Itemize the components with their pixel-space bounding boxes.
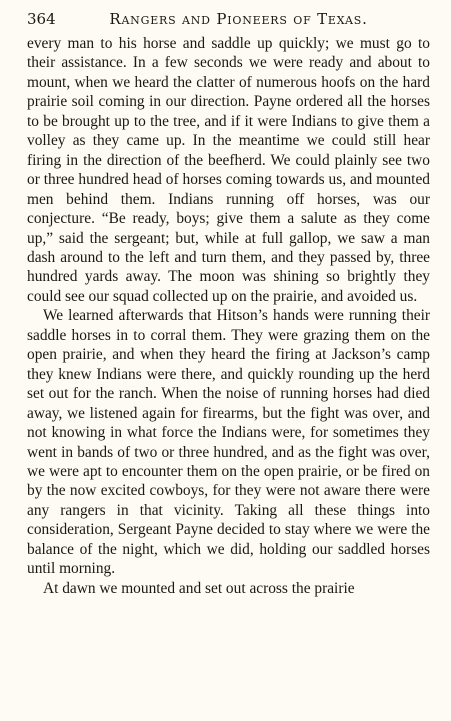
body-text <box>27 34 430 598</box>
paragraph-3: At dawn we mounted and set out across the prairie <box>43 579 355 597</box>
paragraph-1: every man to his horse and saddle up quickly; we must go to their assistance. In a few seconds we were ready and about to mount, when we heard the clatter of numerous hoofs on the hard prairie soil coming in our direction. Payne ordered all the horses to be brought up to the tree, and if it were Indians to give them a volley as they came up. In the meantime we could still hear firing in the direction of the beefherd. We could plainly see two or three hundred head of horses coming towards us, and mounted men behind them. Indians running off horses, was our conjecture. “Be ready, boys; give them a salute as they come up,” said the sergeant; but, while at full gallop, we saw a man dash around to the left and turn them, and they passed by, three hundred yards away. The moon was shining so brightly they could see our squad collected up on the prairie, and avoided us. <box>27 35 430 305</box>
paragraph-2: We learned afterwards that Hitson’s hands were running their saddle horses in to corral them. They were grazing them on the open prairie, and when they heard the firing at Jackson’s camp they knew Indians were there, and quickly rounding up the herd set out for the ranch. When the noise of running horses had died away, we listened again for firearms, but the fight was over, and not knowing in what force the Indians were, for sometimes they went in bands of two or three hundred, and as the fight was over, we were apt to encounter them on the open prairie, or be fired on by the now excited cowboys, for they were not aware there were any rangers in that vicinity. Taking all these things into consideration, Sergeant Payne decided to stay where we were the balance of the night, which we did, holding our saddled horses until morning. <box>27 307 430 578</box>
page-number: 364 <box>27 10 56 28</box>
running-title: Rangers and Pioneers of Texas. <box>109 10 368 28</box>
running-head <box>27 6 430 32</box>
